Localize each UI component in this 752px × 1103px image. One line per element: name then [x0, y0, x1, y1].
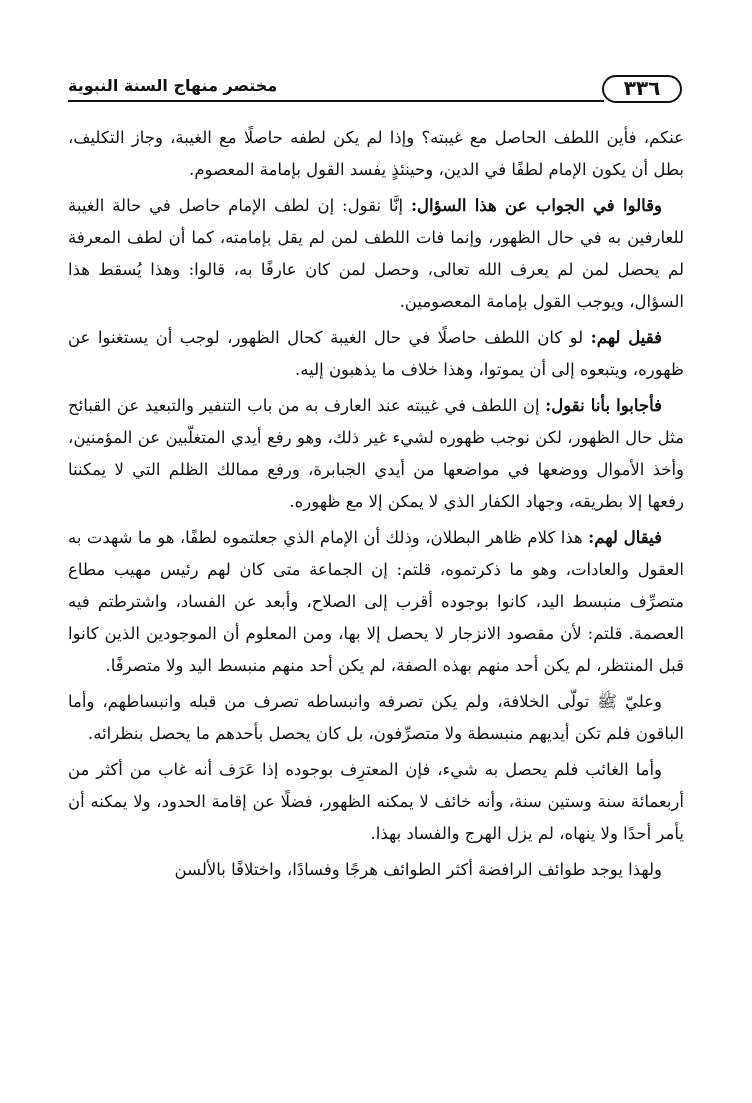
page-header	[68, 72, 682, 112]
paragraph-text: هذا كلام ظاهر البطلان، وذلك أن الإمام الذي جعلتموه لطفًا، هو ما شهدت به العقول والعادات، وهو ما ذكرتموه، قلتم: إن الجماعة متى كان لهم رئيس مهيب مطاع متصرِّف منبسط اليد، كانوا بوجوده أقرب إلى الصلاح، وأبعد عن الفساد، واشترطتم فيه العصمة. قلتم: لأن مقصود الانزجار لا يحصل إلا بها، ومن المعلوم أن الموجودين الذين كانوا قبل المنتظر، لم يكن أحد منهم بهذه الصفة، لم يكن أحد منهم منبسط اليد ولا متصرفًا.	[68, 528, 684, 675]
paragraph-lead: فيقال لهم:	[588, 528, 662, 547]
paragraph-4	[68, 390, 684, 518]
paragraph-text: إن اللطف في غيبته عند العارف به من باب التنفير والتبعيد عن القبائح مثل حال الظهور، لكن نوجب ظهوره لشيء غير ذلك، وهو رفع أيدي المتغلّبين عن المؤمنين، وأخذ الأموال ووضعها في مواضعها من أيدي الجبابرة، ورفع ممالك الظلم التي لا يمكننا رفعها إلا بطريقه، وجهاد الكفار الذي لا يمكن إلا مع ظهوره.	[68, 396, 684, 511]
paragraph-2	[68, 190, 684, 318]
page-number: ٣٣٦	[602, 75, 682, 103]
paragraph-7	[68, 754, 684, 850]
paragraph-3	[68, 322, 684, 386]
paragraph-text: وأما الغائب فلم يحصل به شيء، فإن المعترِف بوجوده إذا عَرَف أنه غاب من أكثر من أربعمائة سنة وستين سنة، وأنه خائف لا يمكنه الظهور، فضلًا عن إقامة الحدود، ولا يمكنه أن يأمر أحدًا ولا ينهاه، لم يزل الهرج والفساد بهذا.	[68, 760, 684, 843]
paragraph-lead: فأجابوا بأنا نقول:	[545, 396, 662, 415]
paragraph-text: عنكم، فأين اللطف الحاصل مع غيبته؟ وإذا لم يكن لطفه حاصلًا مع الغيبة، وجاز التكليف، بطل أن يكون الإمام لطفًا في الدين، وحينئذٍ يفسد القول بإمامة المعصوم.	[68, 128, 684, 179]
paragraph-lead: وقالوا في الجواب عن هذا السؤال:	[410, 196, 663, 215]
page-body	[68, 122, 684, 890]
paragraph-6	[68, 686, 684, 750]
paragraph-5	[68, 522, 684, 682]
paragraph-text: لو كان اللطف حاصلًا في حال الغيبة كحال الظهور، لوجب أن يستغنوا عن ظهوره، ويتبعوه إلى أن يموتوا، وهذا خلاف ما يذهبون إليه.	[68, 328, 684, 379]
paragraph-text: وعليّ ﷺ تولّى الخلافة، ولم يكن تصرفه وانبساطه تصرف من قبله وانبساطهم، وأما الباقون فلم تكن أيديهم منبسطة ولا متصرِّفون، بل كان يحصل بأحدهم ما يحصل بنظرائه.	[68, 692, 684, 743]
book-title: مختصر منهاج السنة النبوية	[68, 76, 278, 95]
paragraph-text: ولهذا يوجد طوائف الرافضة أكثر الطوائف هرجًا وفسادًا، واختلافًا بالألسن	[174, 860, 662, 879]
paragraph-text: إنَّا نقول: إن لطف الإمام حاصل في حالة الغيبة للعارفين به في حال الظهور، وإنما فات اللطف لمن لم يقل بإمامته، كما أن لطف المعرفة لم يحصل لمن لم يعرف الله تعالى، وحصل لمن كان عارفًا به، قالوا: وهذا يُسقط هذا السؤال، ويوجب القول بإمامة المعصومين.	[68, 196, 684, 311]
header-divider	[68, 100, 604, 102]
paragraph-8	[68, 854, 684, 886]
paragraph-lead: فقيل لهم:	[590, 328, 662, 347]
paragraph-1	[68, 122, 684, 186]
